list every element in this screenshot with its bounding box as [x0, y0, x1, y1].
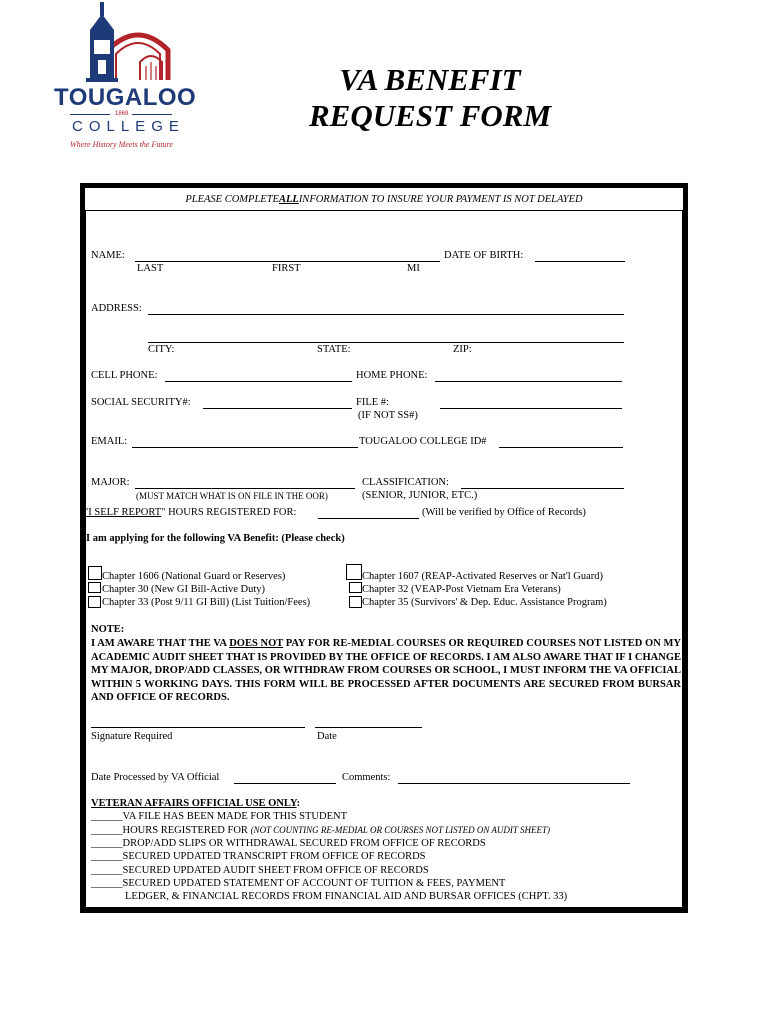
- major-field[interactable]: [135, 488, 355, 489]
- major-note: (MUST MATCH WHAT IS ON FILE IN THE OOR): [136, 491, 328, 501]
- chapter-35-label: Chapter 35 (Survivors' & Dep. Educ. Assistance Program): [362, 597, 607, 608]
- cell-phone-label: CELL PHONE:: [91, 370, 158, 381]
- state-label: STATE:: [317, 344, 351, 355]
- chapter-1607-label: Chapter 1607 (REAP-Activated Reserves or Nat'l Guard): [362, 571, 603, 582]
- last-label: LAST: [137, 263, 164, 274]
- chapter-1606-label: Chapter 1606 (National Guard or Reserves): [102, 571, 286, 582]
- verify-note: (Will be verified by Office of Records): [422, 507, 586, 518]
- first-label: FIRST: [272, 263, 301, 274]
- ssn-field[interactable]: [203, 408, 352, 409]
- official-item-2: ______HOURS REGISTERED FOR (NOT COUNTING RE-MEDIAL OR COURSES NOT LISTED ON AUDIT SHEET): [91, 825, 551, 836]
- official-item-6: ______SECURED UPDATED STATEMENT OF ACCOUNT OF TUITION & FEES, PAYMENT: [91, 878, 506, 889]
- logo-year: 1869: [115, 111, 129, 117]
- home-phone-label: HOME PHONE:: [356, 370, 428, 381]
- name-field[interactable]: [135, 261, 440, 262]
- date-processed-field[interactable]: [234, 783, 336, 784]
- comments-field[interactable]: [398, 783, 630, 784]
- zip-label: ZIP:: [453, 344, 472, 355]
- official-item-3: ______DROP/ADD SLIPS OR WITHDRAWAL SECURED FROM OFFICE OF RECORDS: [91, 838, 486, 849]
- note-text: I AM AWARE THAT THE VA DOES NOT PAY FOR RE-MEDIAL COURSES OR REQUIRED COURSES NOT LISTED ON MY ACADEMIC AUDIT SHEET THAT IS PROVIDED BY THE OFFICE OF RECORDS. I AM ALSO AWARE THAT IF I CHANGE MY MAJOR, DROP/ADD CLASSES, OR WITHDRAW FROM COURSES OR SCHOOL, I MUST INFORM THE VA OFFICIAL WITHIN 5 WORKING DAYS. THIS FORM WILL BE PROCESSED AFTER DOCUMENTS ARE SECURED FROM BURSAR AND OFFICE OF RECORDS.: [91, 638, 681, 703]
- major-label: MAJOR:: [91, 477, 130, 488]
- official-item-5: ______SECURED UPDATED AUDIT SHEET FROM OFFICE OF RECORDS: [91, 865, 429, 876]
- logo-wordmark: TOUGALOO: [54, 84, 197, 111]
- dob-label: DATE OF BIRTH:: [444, 250, 524, 261]
- email-field[interactable]: [132, 447, 358, 448]
- city-label: CITY:: [148, 344, 175, 355]
- file-label: FILE #:: [356, 397, 389, 408]
- mi-label: MI: [407, 263, 420, 274]
- address-label: ADDRESS:: [91, 303, 142, 314]
- logo-tagline: Where History Meets the Future: [70, 140, 173, 149]
- chapter-30-checkbox[interactable]: [88, 582, 101, 593]
- comments-label: Comments:: [342, 772, 391, 783]
- signature-label: Signature Required: [91, 731, 173, 742]
- name-label: NAME:: [91, 250, 125, 261]
- note-label: NOTE:: [91, 624, 125, 635]
- chapter-30-label: Chapter 30 (New GI Bill-Active Duty): [102, 584, 266, 595]
- classification-label: CLASSIFICATION:: [362, 477, 449, 488]
- chapter-1607-checkbox[interactable]: [346, 564, 362, 580]
- self-report-label: "I SELF REPORT" HOURS REGISTERED FOR:: [84, 507, 297, 518]
- signature-field[interactable]: [91, 727, 305, 728]
- college-logo-icon: [50, 0, 220, 160]
- official-use-heading: VETERAN AFFAIRS OFFICIAL USE ONLY:: [91, 798, 301, 809]
- dob-field[interactable]: [535, 261, 625, 262]
- chapter-33-label: Chapter 33 (Post 9/11 GI Bill) (List Tuition/Fees): [102, 597, 311, 608]
- home-phone-field[interactable]: [435, 381, 622, 382]
- hours-field[interactable]: [318, 518, 419, 519]
- official-item-1: ______VA FILE HAS BEEN MADE FOR THIS STUDENT: [91, 811, 348, 822]
- address-field[interactable]: [148, 314, 624, 315]
- signature-date-field[interactable]: [315, 727, 422, 728]
- logo-college: COLLEGE: [72, 118, 185, 135]
- benefits-heading: I am applying for the following VA Benefit: (Please check): [86, 533, 345, 544]
- page-title: VA BENEFIT REQUEST FORM: [308, 62, 552, 133]
- official-item-4: ______SECURED UPDATED TRANSCRIPT FROM OFFICE OF RECORDS: [91, 851, 426, 862]
- date-label: Date: [317, 731, 337, 742]
- chapter-32-label: Chapter 32 (VEAP-Post Vietnam Era Veterans): [362, 584, 561, 595]
- official-item-6-continuation: LEDGER, & FINANCIAL RECORDS FROM FINANCIAL AID AND BURSAR OFFICES (CHPT. 33): [125, 891, 568, 902]
- cell-phone-field[interactable]: [165, 381, 352, 382]
- tc-id-label: TOUGALOO COLLEGE ID#: [359, 436, 487, 447]
- ssn-label: SOCIAL SECURITY#:: [91, 397, 191, 408]
- chapter-35-checkbox[interactable]: [349, 596, 362, 608]
- chapter-1606-checkbox[interactable]: [88, 566, 102, 580]
- address-line2-field[interactable]: [148, 342, 624, 343]
- date-processed-label: Date Processed by VA Official: [91, 772, 220, 783]
- chapter-33-checkbox[interactable]: [88, 596, 101, 608]
- email-label: EMAIL:: [91, 436, 128, 447]
- classification-field[interactable]: [461, 488, 624, 489]
- file-note: (IF NOT SS#): [358, 410, 418, 421]
- chapter-32-checkbox[interactable]: [349, 582, 362, 593]
- notice-banner: PLEASE COMPLETE ALL INFORMATION TO INSURE YOUR PAYMENT IS NOT DELAYED: [84, 187, 684, 211]
- file-field[interactable]: [440, 408, 622, 409]
- classification-note: (SENIOR, JUNIOR, ETC.): [362, 490, 478, 501]
- tc-id-field[interactable]: [499, 447, 623, 448]
